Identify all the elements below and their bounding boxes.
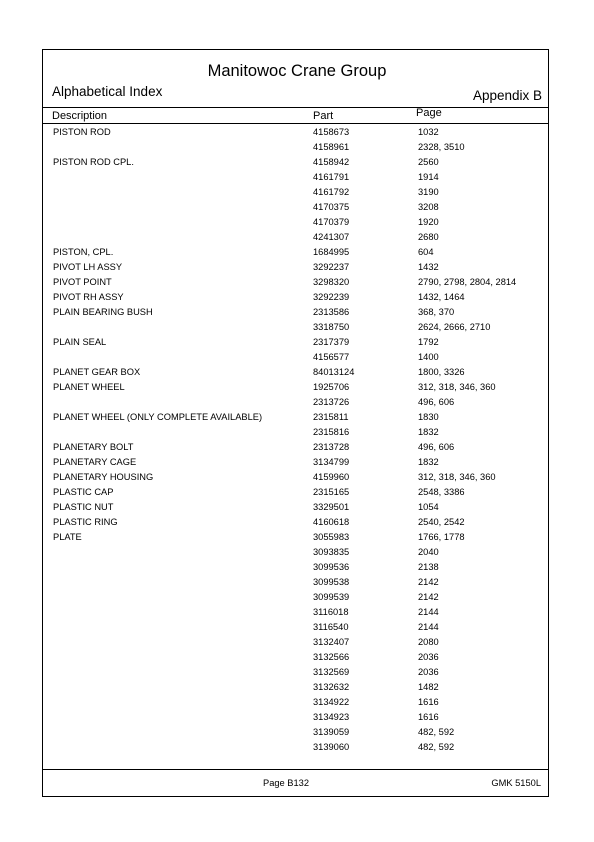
table-row [0, 260, 594, 275]
page-reference-cell: 2560 [418, 157, 439, 167]
page-reference-cell: 1832 [418, 427, 439, 437]
table-row [0, 425, 594, 440]
page-reference-cell: 2036 [418, 652, 439, 662]
table-row [0, 680, 594, 695]
column-header-divider [42, 123, 549, 124]
table-row [0, 695, 594, 710]
part-number-cell: 4156577 [313, 352, 350, 362]
page-reference-cell: 1766, 1778 [418, 532, 465, 542]
table-row [0, 740, 594, 755]
part-number-cell: 3132566 [313, 652, 350, 662]
table-row [0, 560, 594, 575]
part-number-cell: 3134922 [313, 697, 350, 707]
table-row [0, 515, 594, 530]
part-number-cell: 2315811 [313, 412, 349, 422]
page-reference-cell: 2790, 2798, 2804, 2814 [418, 277, 517, 287]
page-reference-cell: 2144 [418, 607, 439, 617]
part-number-cell: 3134923 [313, 712, 350, 722]
table-row [0, 305, 594, 320]
part-number-cell: 3292237 [313, 262, 350, 272]
table-row [0, 620, 594, 635]
table-row [0, 710, 594, 725]
part-number-cell: 4158942 [313, 157, 350, 167]
part-number-cell: 2313586 [313, 307, 350, 317]
page-reference-cell: 1792 [418, 337, 439, 347]
page-reference-cell: 496, 606 [418, 397, 455, 407]
description-cell: PIVOT POINT [53, 277, 112, 287]
description-cell: PLATE [53, 532, 82, 542]
part-number-cell: 3132632 [313, 682, 350, 692]
description-cell: PLANETARY BOLT [53, 442, 134, 452]
page-reference-cell: 2142 [418, 577, 439, 587]
table-row [0, 245, 594, 260]
column-header-part: Part [313, 110, 334, 122]
part-number-cell: 84013124 [313, 367, 355, 377]
page-reference-cell: 1914 [418, 172, 439, 182]
table-row [0, 125, 594, 140]
page-reference-cell: 3208 [418, 202, 439, 212]
table-row [0, 455, 594, 470]
table-row [0, 140, 594, 155]
page-reference-cell: 1920 [418, 217, 439, 227]
column-header-description: Description [52, 110, 108, 122]
page-reference-cell: 1830 [418, 412, 439, 422]
table-row [0, 275, 594, 290]
part-number-cell: 3292239 [313, 292, 350, 302]
page-reference-cell: 2142 [418, 592, 439, 602]
part-number-cell: 3318750 [313, 322, 350, 332]
table-row [0, 605, 594, 620]
page-reference-cell: 2040 [418, 547, 439, 557]
table-row [0, 635, 594, 650]
part-number-cell: 2315816 [313, 427, 350, 437]
description-cell: PLANETARY HOUSING [53, 472, 154, 482]
part-number-cell: 3099536 [313, 562, 350, 572]
part-number-cell: 4158673 [313, 127, 350, 137]
table-row [0, 725, 594, 740]
part-number-cell: 4159960 [313, 472, 350, 482]
page-reference-cell: 368, 370 [418, 307, 455, 317]
page-reference-cell: 2328, 3510 [418, 142, 465, 152]
description-cell: PISTON, CPL. [53, 247, 114, 257]
page-reference-cell: 312, 318, 346, 360 [418, 472, 496, 482]
part-number-cell: 4160618 [313, 517, 350, 527]
table-row [0, 335, 594, 350]
table-row [0, 290, 594, 305]
page-reference-cell: 1482 [418, 682, 439, 692]
footer-model: GMK 5150L [491, 778, 541, 788]
table-row [0, 545, 594, 560]
description-cell: PLANET WHEEL (ONLY COMPLETE AVAILABLE) [53, 412, 263, 422]
page-reference-cell: 1832 [418, 457, 439, 467]
table-row [0, 350, 594, 365]
column-header-page: Page [416, 107, 442, 119]
part-number-cell: 3134799 [313, 457, 350, 467]
part-number-cell: 4161792 [313, 187, 350, 197]
table-row [0, 665, 594, 680]
description-cell: PIVOT LH ASSY [53, 262, 123, 272]
table-row [0, 575, 594, 590]
description-cell: PISTON ROD CPL. [53, 157, 134, 167]
description-cell: PLASTIC RING [53, 517, 118, 527]
index-table [0, 125, 594, 755]
table-row [0, 380, 594, 395]
table-row [0, 650, 594, 665]
footer-page-number: Page B132 [263, 778, 310, 788]
part-number-cell: 3093835 [313, 547, 350, 557]
header-divider [42, 107, 549, 108]
part-number-cell: 2313726 [313, 397, 350, 407]
description-cell: PLANETARY CAGE [53, 457, 137, 467]
description-cell: PLAIN SEAL [53, 337, 107, 347]
part-number-cell: 2315165 [313, 487, 350, 497]
company-title: Manitowoc Crane Group [207, 62, 387, 80]
part-number-cell: 3055983 [313, 532, 350, 542]
description-cell: PLANET WHEEL [53, 382, 125, 392]
table-row [0, 530, 594, 545]
description-cell: PISTON ROD [53, 127, 111, 137]
page-reference-cell: 1432, 1464 [418, 292, 465, 302]
page-reference-cell: 1054 [418, 502, 439, 512]
part-number-cell: 3116018 [313, 607, 349, 617]
description-cell: PLAIN BEARING BUSH [53, 307, 153, 317]
part-number-cell: 3139060 [313, 742, 350, 752]
page-reference-cell: 1032 [418, 127, 439, 137]
page-reference-cell: 482, 592 [418, 742, 455, 752]
table-row [0, 320, 594, 335]
index-title: Alphabetical Index [52, 84, 163, 99]
part-number-cell: 2313728 [313, 442, 350, 452]
page-reference-cell: 2036 [418, 667, 439, 677]
table-row [0, 440, 594, 455]
page-reference-cell: 2624, 2666, 2710 [418, 322, 491, 332]
part-number-cell: 4170379 [313, 217, 350, 227]
part-number-cell: 4170375 [313, 202, 350, 212]
table-row [0, 485, 594, 500]
part-number-cell: 4158961 [313, 142, 350, 152]
page-reference-cell: 2144 [418, 622, 439, 632]
table-row [0, 395, 594, 410]
part-number-cell: 3132569 [313, 667, 350, 677]
table-row [0, 215, 594, 230]
page-reference-cell: 2540, 2542 [418, 517, 465, 527]
part-number-cell: 3099539 [313, 592, 350, 602]
page-reference-cell: 1400 [418, 352, 439, 362]
page-reference-cell: 604 [418, 247, 434, 257]
part-number-cell: 3329501 [313, 502, 350, 512]
description-cell: PLANET GEAR BOX [53, 367, 141, 377]
table-row [0, 155, 594, 170]
part-number-cell: 3132407 [313, 637, 350, 647]
table-row [0, 170, 594, 185]
page-reference-cell: 1432 [418, 262, 439, 272]
part-number-cell: 3099538 [313, 577, 350, 587]
page-reference-cell: 1616 [418, 697, 439, 707]
part-number-cell: 3139059 [313, 727, 350, 737]
table-row [0, 365, 594, 380]
part-number-cell: 4241307 [313, 232, 350, 242]
page-reference-cell: 2080 [418, 637, 439, 647]
page-reference-cell: 312, 318, 346, 360 [418, 382, 496, 392]
table-row [0, 200, 594, 215]
description-cell: PLASTIC CAP [53, 487, 114, 497]
table-row [0, 590, 594, 605]
page-reference-cell: 2138 [418, 562, 439, 572]
page-reference-cell: 3190 [418, 187, 439, 197]
page-reference-cell: 1616 [418, 712, 439, 722]
table-row [0, 470, 594, 485]
part-number-cell: 2317379 [313, 337, 350, 347]
appendix-label: Appendix B [472, 88, 542, 103]
footer-divider [42, 769, 549, 770]
table-row [0, 410, 594, 425]
page-reference-cell: 2548, 3386 [418, 487, 465, 497]
page-reference-cell: 2680 [418, 232, 439, 242]
part-number-cell: 1925706 [313, 382, 350, 392]
description-cell: PLASTIC NUT [53, 502, 114, 512]
page-reference-cell: 482, 592 [418, 727, 455, 737]
table-row [0, 500, 594, 515]
description-cell: PIVOT RH ASSY [53, 292, 124, 302]
page-reference-cell: 496, 606 [418, 442, 455, 452]
table-row [0, 230, 594, 245]
part-number-cell: 3116540 [313, 622, 349, 632]
table-row [0, 185, 594, 200]
part-number-cell: 3298320 [313, 277, 350, 287]
part-number-cell: 1684995 [313, 247, 350, 257]
page-reference-cell: 1800, 3326 [418, 367, 465, 377]
part-number-cell: 4161791 [313, 172, 350, 182]
